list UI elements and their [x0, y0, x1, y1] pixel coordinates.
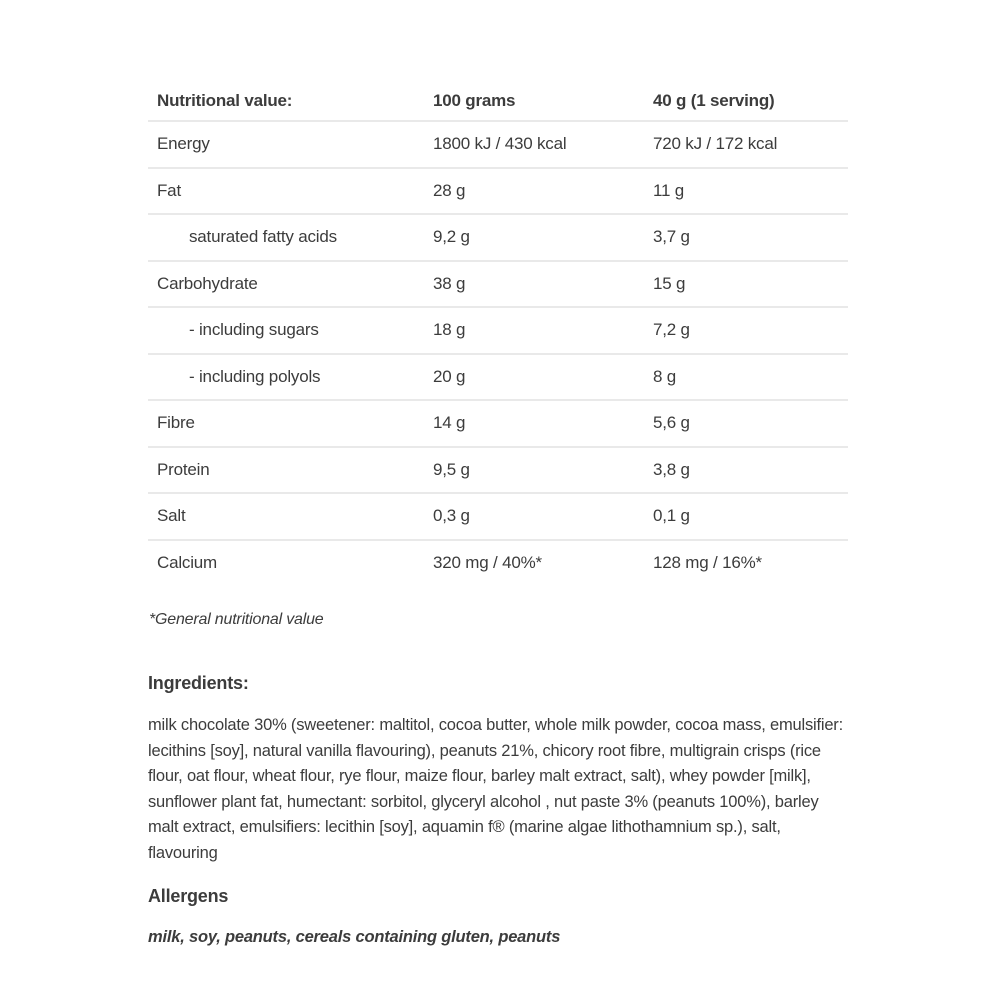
row-value-per-100g: 1800 kJ / 430 kcal	[433, 134, 567, 154]
row-label: saturated fatty acids	[189, 227, 337, 247]
row-value-per-100g: 14 g	[433, 413, 466, 433]
table-row	[148, 494, 848, 541]
table-row	[148, 401, 848, 448]
row-value-per-serving: 0,1 g	[653, 506, 690, 526]
table-row	[148, 308, 848, 355]
table-rows	[148, 122, 848, 585]
row-value-per-100g: 0,3 g	[433, 506, 470, 526]
table-row	[148, 215, 848, 262]
row-label: Carbohydrate	[157, 273, 258, 293]
allergens-heading: Allergens	[148, 886, 229, 906]
row-value-per-serving: 720 kJ / 172 kcal	[653, 134, 778, 154]
row-value-per-serving: 128 mg / 16%*	[653, 552, 762, 572]
table-header-row	[148, 82, 848, 122]
nutrition-table	[148, 82, 848, 585]
row-value-per-serving: 5,6 g	[653, 413, 690, 433]
row-value-per-serving: 7,2 g	[653, 320, 690, 340]
row-value-per-100g: 38 g	[433, 273, 466, 293]
table-row	[148, 122, 848, 169]
table-row	[148, 262, 848, 309]
ingredients-text: milk chocolate 30% (sweetener: maltitol, cocoa butter, whole milk powder, cocoa mass, emulsifier: lecithins [soy], natural vanilla flavouring), peanuts 21%, chicory root fibre, multigrain crisps (rice flour, oat flour, wheat flour, rye flour, maize flour, barley malt extract, salt), whey powder [milk], sunflower plant fat, humectant: sorbitol, glyceryl alcohol , nut paste 3% (peanuts 100%), barley malt extract, emulsifiers: lecithin [soy], aquamin f® (marine algae lithothamnium sp.), salt, flavouring	[148, 716, 843, 862]
table-row	[148, 169, 848, 216]
table-row	[148, 448, 848, 495]
nutrition-label	[148, 82, 848, 947]
row-label: - including polyols	[189, 366, 321, 386]
row-value-per-serving: 3,7 g	[653, 227, 690, 247]
row-value-per-100g: 28 g	[433, 180, 466, 200]
table-row	[148, 541, 848, 586]
row-value-per-serving: 11 g	[653, 180, 685, 200]
allergens-text: milk, soy, peanuts, cereals containing gluten, peanuts	[148, 928, 561, 946]
table-row	[148, 355, 848, 402]
header-per-100g: 100 grams	[433, 91, 516, 110]
row-label: Fibre	[157, 413, 195, 433]
header-per-serving: 40 g (1 serving)	[653, 91, 775, 110]
row-label: Calcium	[157, 552, 218, 572]
header-nutritional-value: Nutritional value:	[157, 91, 293, 110]
ingredients-heading: Ingredients:	[148, 673, 249, 693]
row-label: - including sugars	[189, 320, 319, 340]
row-label: Protein	[157, 459, 210, 479]
row-value-per-100g: 9,5 g	[433, 459, 470, 479]
row-value-per-serving: 15 g	[653, 273, 686, 293]
row-value-per-100g: 20 g	[433, 366, 466, 386]
row-label: Fat	[157, 180, 181, 200]
row-value-per-serving: 3,8 g	[653, 459, 690, 479]
table-footnote: *General nutritional value	[149, 611, 324, 628]
row-value-per-100g: 320 mg / 40%*	[433, 552, 542, 572]
row-label: Salt	[157, 506, 186, 526]
row-value-per-100g: 18 g	[433, 320, 466, 340]
row-label: Energy	[157, 134, 210, 154]
row-value-per-100g: 9,2 g	[433, 227, 470, 247]
row-value-per-serving: 8 g	[653, 366, 677, 386]
